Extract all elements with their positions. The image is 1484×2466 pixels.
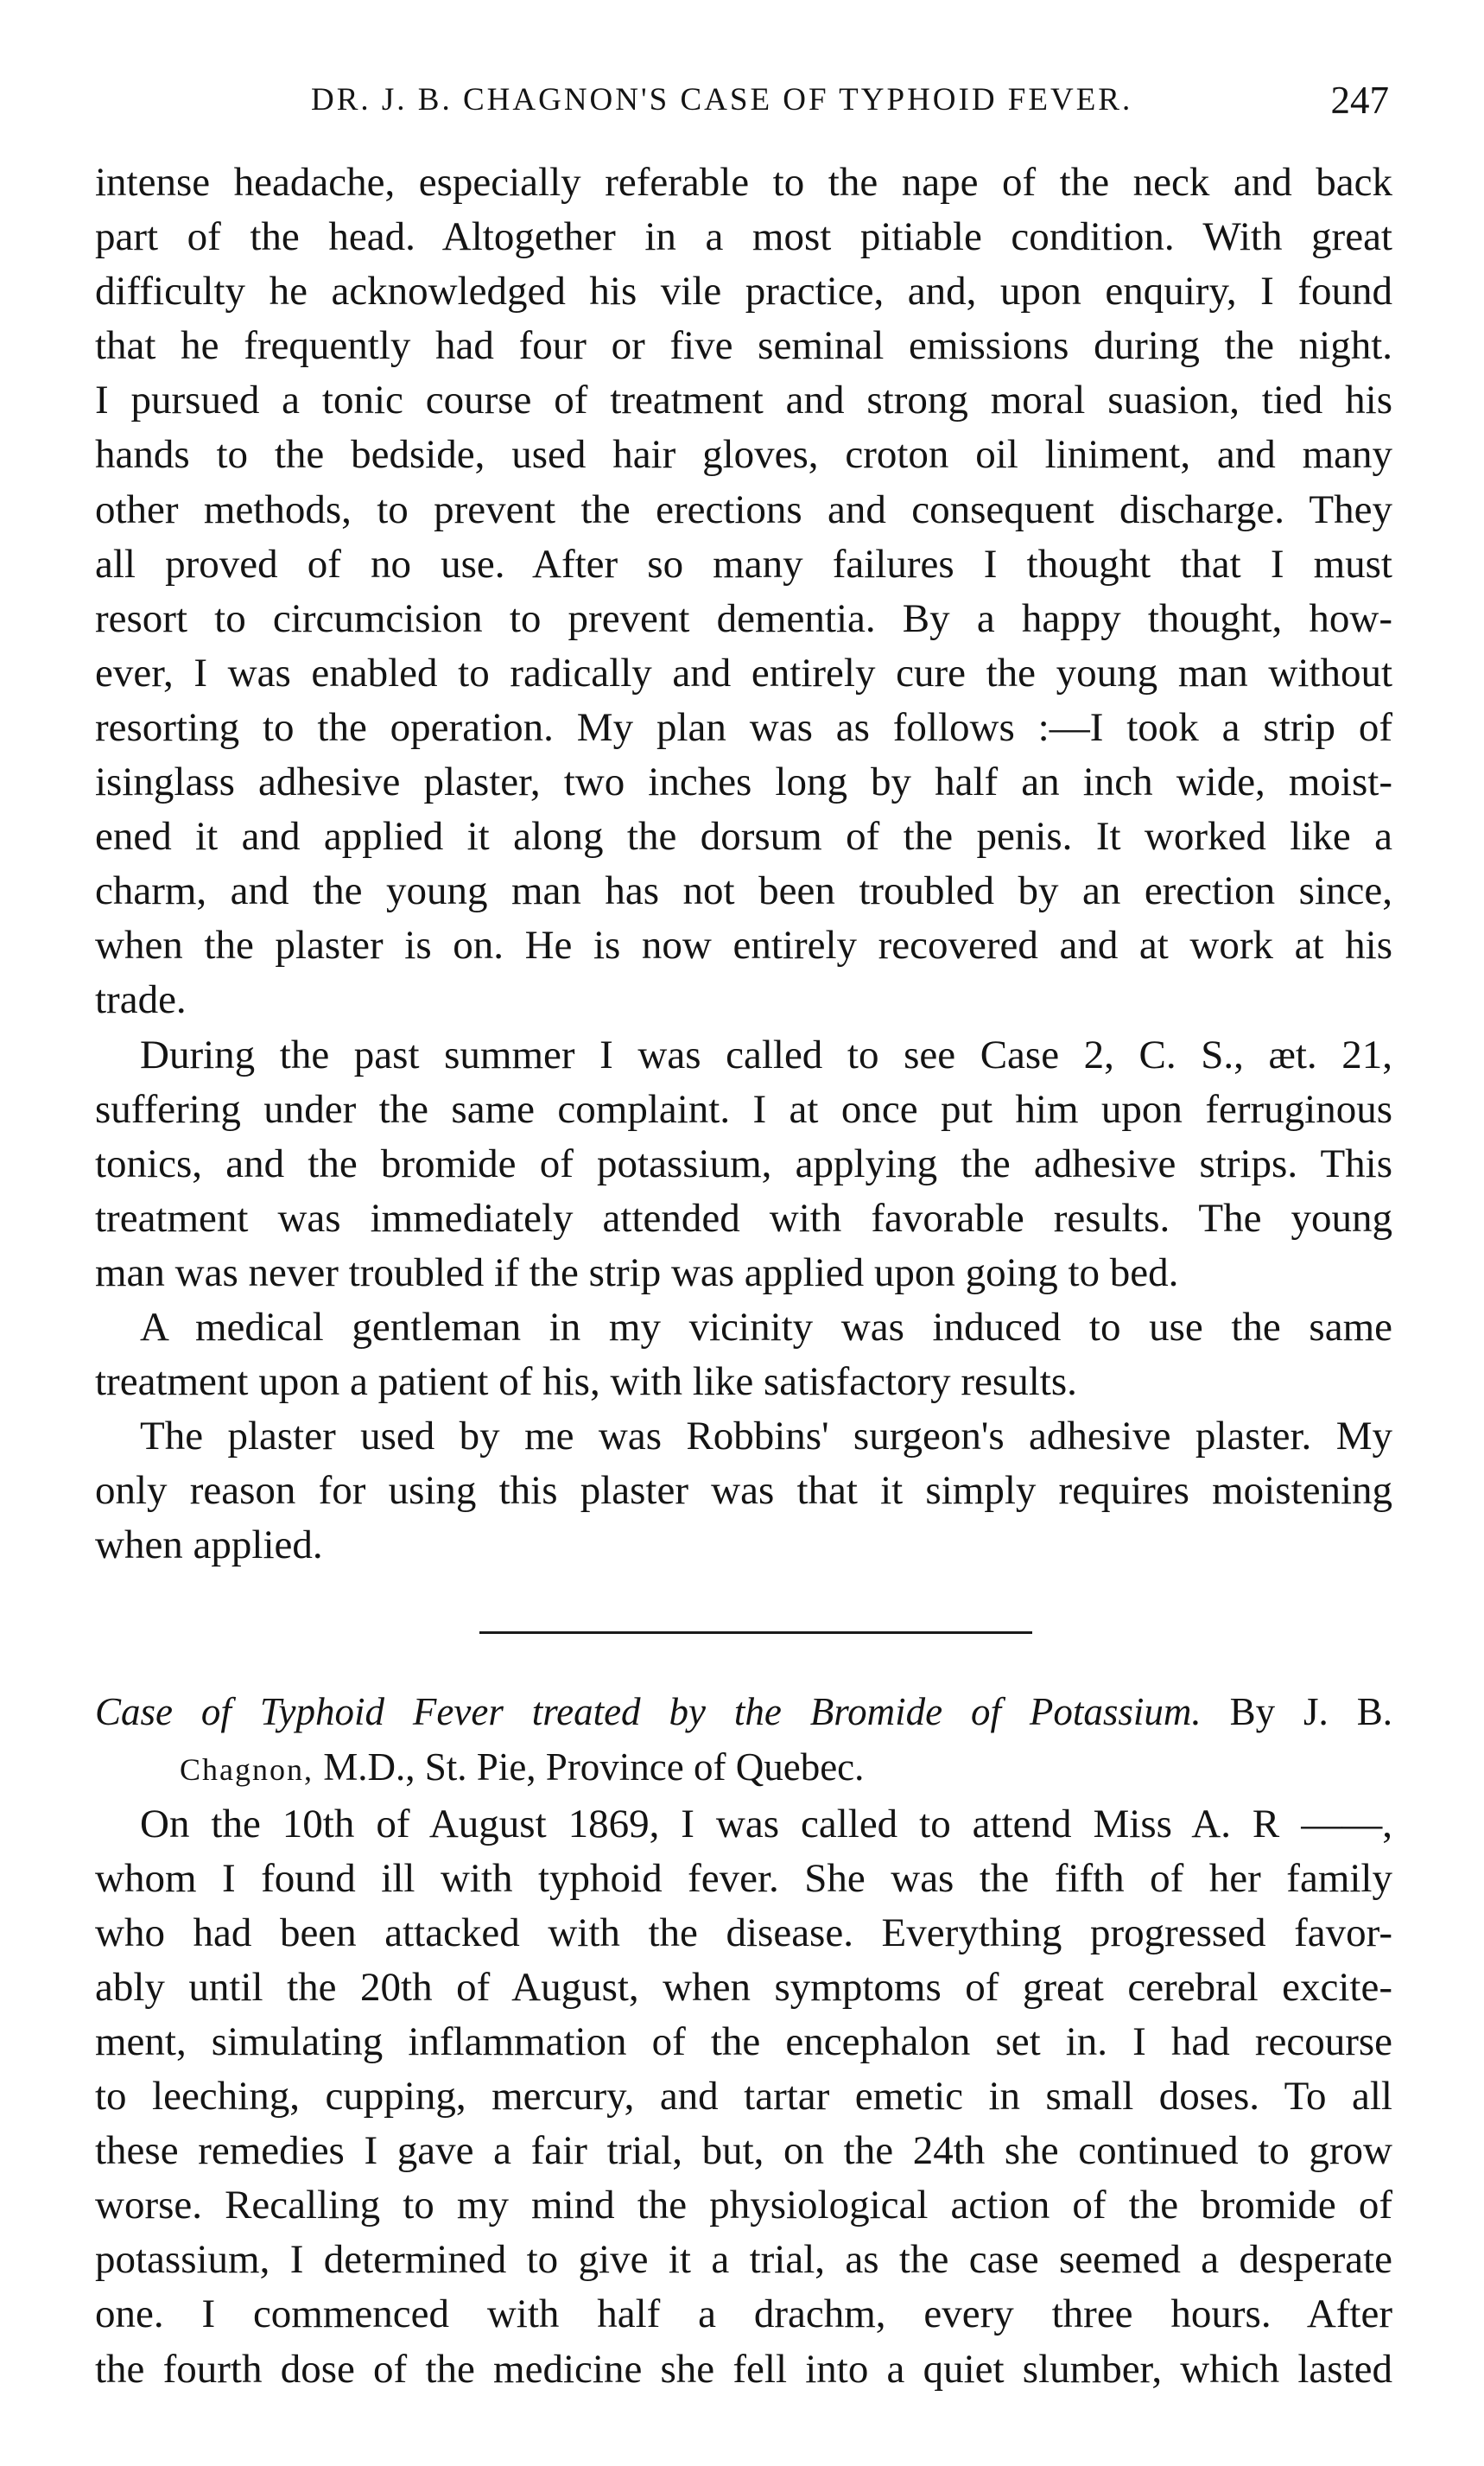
text-line: only reason for using this plaster was that it simply requires moistening — [95, 1468, 1392, 1514]
text-line: ably until the 20th of August, when symptoms of great cerebral excite- — [95, 1964, 1392, 2010]
text-line: potassium, I determined to give it a trial, as the case seemed a desperate — [95, 2237, 1392, 2283]
running-head: DR. J. B. CHAGNON'S CASE OF TYPHOID FEVER. — [311, 82, 1133, 118]
text-line: During the past summer I was called to see Case 2, C. S., æt. 21, — [140, 1032, 1392, 1077]
page-number: 247 — [1330, 79, 1389, 122]
text-line: I pursued a tonic course of treatment and strong moral suasion, tied his — [95, 378, 1392, 423]
text-line: who had been attacked with the disease. Everything progressed favor- — [95, 1910, 1392, 1955]
text-line: when applied. — [95, 1522, 323, 1568]
paragraph — [95, 1300, 1392, 1409]
paragraph — [95, 1028, 1392, 1300]
text-line: resorting to the operation. My plan was as follows :—I took a strip of — [95, 704, 1392, 750]
section-divider — [95, 1573, 1392, 1685]
text-line: man was never troubled if the strip was applied upon going to bed. — [95, 1249, 1179, 1295]
text-line: other methods, to prevent the erections and consequent discharge. They — [95, 486, 1392, 532]
text-line: when the plaster is on. He is now entirely recovered and at work at his — [95, 923, 1392, 969]
author-name: Chagnon, — [180, 1751, 314, 1787]
text-line: On the 10th of August 1869, I was called to attend Miss A. R ——, — [140, 1801, 1392, 1846]
text-line: intense headache, especially referable to the nape of the neck and back — [95, 160, 1392, 205]
page-header — [95, 74, 1389, 126]
text-line: trade. — [95, 977, 187, 1023]
paragraph — [95, 1797, 1392, 2397]
body-text — [95, 156, 1392, 2397]
text-line: these remedies I gave a fair trial, but, on the 24th she continued to grow — [95, 2128, 1392, 2174]
article-by: By J. B. — [1229, 1690, 1392, 1734]
text-line: The plaster used by me was Robbins' surgeon's adhesive plaster. My — [140, 1414, 1392, 1459]
text-line: isinglass adhesive plaster, two inches long by half an inch wide, moist- — [95, 760, 1392, 805]
divider-rule — [479, 1631, 1032, 1634]
article-title: Case of Typhoid Fever treated by the Bromide of Potassium. — [95, 1690, 1202, 1734]
text-line: part of the head. Altogether in a most pitiable condition. With great — [95, 214, 1392, 260]
text-line: worse. Recalling to my mind the physiological action of the bromide of — [95, 2183, 1392, 2228]
text-line: tonics, and the bromide of potassium, applying the adhesive strips. This — [95, 1141, 1392, 1186]
text-line: hands to the bedside, used hair gloves, croton oil liniment, and many — [95, 432, 1392, 478]
text-line: suffering under the same complaint. I at once put him upon ferruginous — [95, 1086, 1392, 1132]
text-line: charm, and the young man has not been troubled by an erection since, — [95, 868, 1392, 914]
article-title-line — [95, 1685, 1392, 1739]
text-line: ever, I was enabled to radically and entirely cure the young man without — [95, 650, 1392, 696]
text-line: all proved of no use. After so many failures I thought that I must — [95, 541, 1392, 587]
paragraph — [95, 1409, 1392, 1573]
text-line: one. I commenced with half a drachm, every three hours. After — [95, 2291, 1392, 2337]
text-line: that he frequently had four or five seminal emissions during the night. — [95, 323, 1392, 369]
text-line: treatment upon a patient of his, with like satisfactory results. — [95, 1359, 1077, 1405]
text-line: the fourth dose of the medicine she fell into a quiet slumber, which lasted — [95, 2346, 1392, 2392]
text-line: resort to circumcision to prevent dementia. By a happy thought, how- — [95, 595, 1392, 641]
text-line: ment, simulating inflammation of the encephalon set in. I had recourse — [95, 2019, 1392, 2064]
text-line: to leeching, cupping, mercury, and tartar emetic in small doses. To all — [95, 2074, 1392, 2120]
text-line: treatment was immediately attended with favorable results. The young — [95, 1195, 1392, 1241]
text-line: whom I found ill with typhoid fever. She was the fifth of her family — [95, 1855, 1392, 1901]
text-line: ened it and applied it along the dorsum of the penis. It worked like a — [95, 814, 1392, 860]
article-heading — [95, 1685, 1392, 1796]
text-line: A medical gentleman in my vicinity was induced to use the same — [140, 1304, 1392, 1350]
article-byline — [95, 1740, 1392, 1797]
author-details: M.D., St. Pie, Province of Quebec. — [323, 1745, 865, 1789]
text-line: difficulty he acknowledged his vile practice, and, upon enquiry, I found — [95, 269, 1392, 315]
paragraph — [95, 156, 1392, 1028]
